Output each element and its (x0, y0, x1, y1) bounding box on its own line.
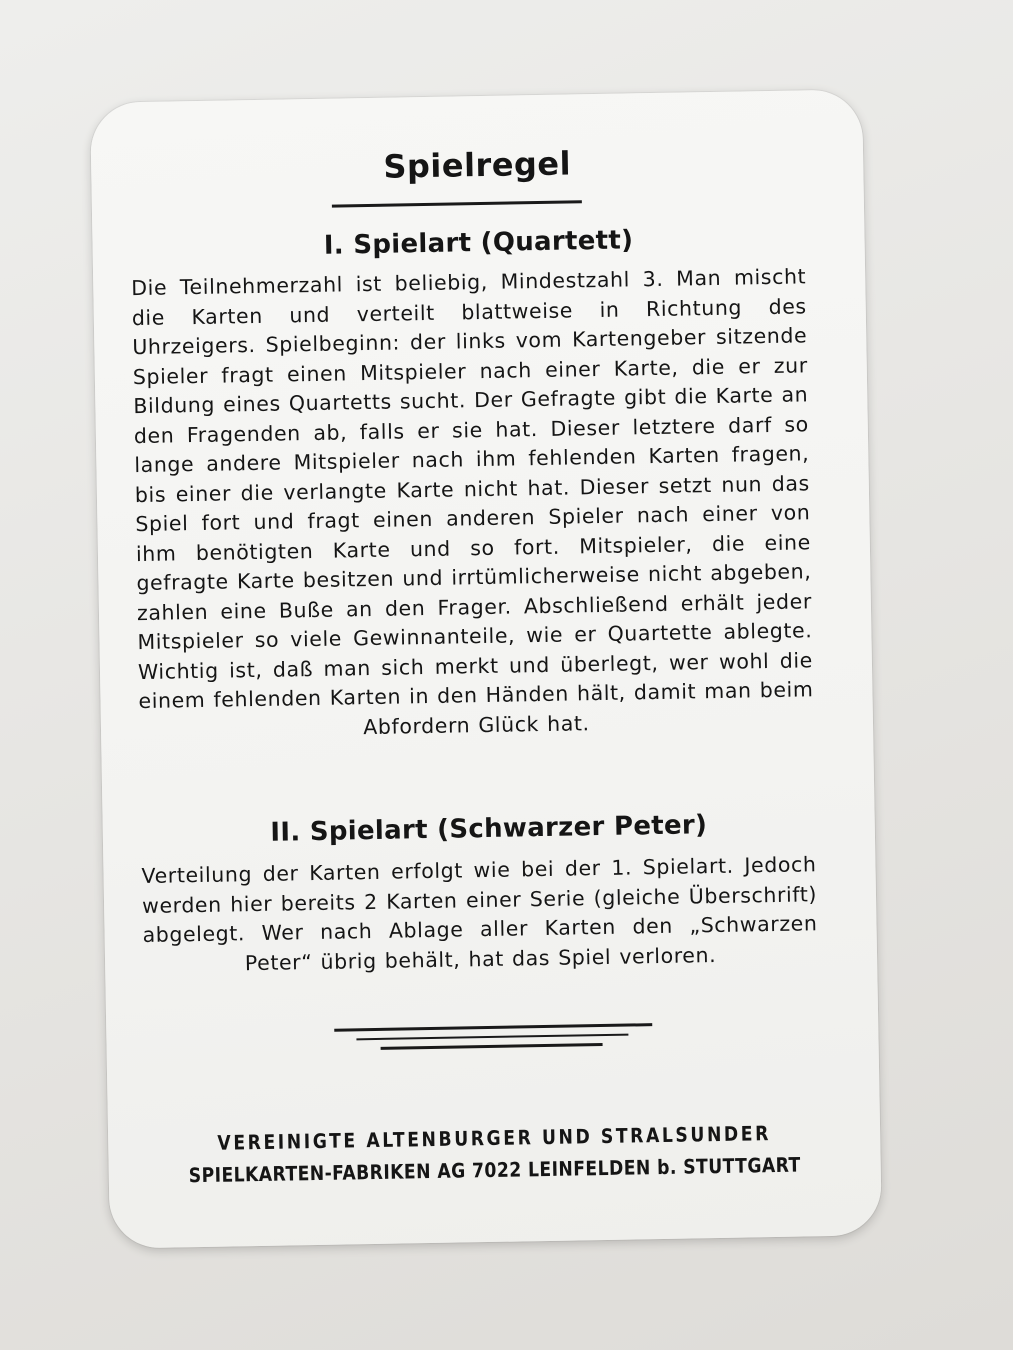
ornament-line-middle (356, 1034, 628, 1041)
title-underline (332, 200, 582, 207)
publisher-line-2: SPIELKARTEN-FABRIKEN AG 7022 LEINFELDEN b. STUTTGART (188, 1152, 801, 1188)
section-2-text: Verteilung der Karten erfolgt wie bei der 1. Spielart. Jedoch werden hier bereits 2 Karten einer Serie (gleiche Überschrift) abgelegt. Wer nach Ablage aller Karten den „Schwarzen Peter“ übrig behält, hat das Spiel verloren. (141, 852, 818, 975)
section-1-text: Die Teilnehmerzahl ist beliebig, Mindestzahl 3. Man mischt die Karten und verteilt blattweise in Richtung des Uhrzeigers. Spielbeginn: der links vom Kartengeber sitzende Spieler fragt einen Mitspieler nach einer Karte, die er zur Bildung eines Quartetts sucht. Der Gefragte gibt die Karte an den Fragenden ab, falls er sie hat. Dieser letztere darf so lange andere Mitspieler nach ihm fehlenden Karten fragen, bis einer die verlangte Karte nicht hat. Dieser setzt nun das Spiel fort und fragt einen anderen Spieler nach einer von ihm benötigten Karte und so fort. Mitspieler, die eine gefragte Karte besitzen und irrtümlicherweise nicht abgeben, zahlen eine Buße an den Frager. Abschließend erhält jeder Mitspieler so viele Gewinnanteile, wie er Quartette ablegte. Wichtig ist, daß man sich merkt und überlegt, wer wohl die einem fehlenden Karten in den Händen hält, damit man beim Abfordern Glück hat. (131, 264, 814, 739)
publisher-line-1: VEREINIGTE ALTENBURGER UND STRALSUNDER (217, 1121, 772, 1155)
card-title: Spielregel (383, 144, 572, 186)
ornament-line-top (334, 1023, 652, 1032)
section-1-heading: I. Spielart (Quartett) (323, 225, 634, 261)
ornament-line-bottom (381, 1043, 603, 1050)
decorative-rule-ornament (106, 1019, 879, 1072)
playing-card (90, 89, 882, 1248)
section-2-heading: II. Spielart (Schwarzer Peter) (270, 810, 708, 848)
